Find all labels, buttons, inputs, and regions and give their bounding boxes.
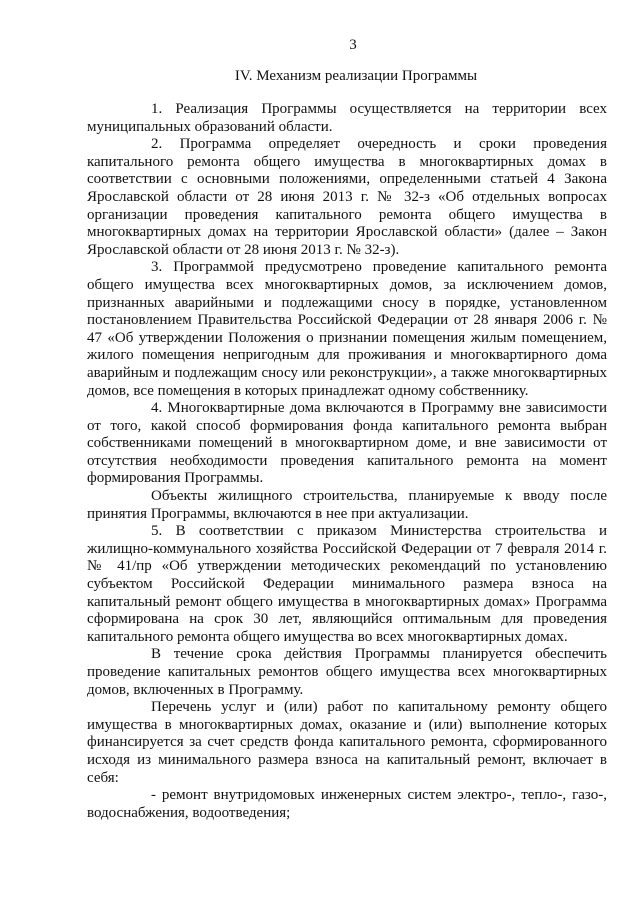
paragraph-2: 2. Программа определяет очередность и сроки проведения капитального ремонта общего имущества в многоквартирных домах в соответствии с основными положениями, определенными статьей 4 Закона Ярославской области от 28 июня 2013 г. № 32-з «Об отдельных вопросах организации проведения капитального ремонта общего имущества в многоквартирных домах на территории Ярославской области» (далее – Закон Ярославской области от 28 июня 2013 г. № 32-з).	[87, 136, 607, 258]
page-number: 3	[349, 37, 357, 53]
paragraph-4: 4. Многоквартирные дома включаются в Программу вне зависимости от того, какой способ формирования фонда капитального ремонта выбран собственниками помещений в многоквартирном доме, и вне зависимости от отсутствия необходимости проведения капитального ремонта на момент формирования Программы.	[87, 400, 607, 487]
section-title: IV. Механизм реализации Программы	[234, 68, 478, 84]
paragraph-5: Объекты жилищного строительства, планируемые к вводу после принятия Программы, включаются в нее при актуализации.	[87, 488, 607, 522]
paragraph-8: Перечень услуг и (или) работ по капитальному ремонту общего имущества в многоквартирных домах, оказание и (или) выполнение которых финансируется за счет средств фонда капитального ремонта, сформированного исходя из минимального размера взноса на капитальный ремонт, включает в себя:	[87, 699, 607, 786]
paragraph-6: 5. В соответствии с приказом Министерства строительства и жилищно-коммунального хозяйства Российской Федерации от 7 февраля 2014 г. № 41/пр «Об утверждении методических рекомендаций по установлению субъектом Российской Федерации минимального размера взноса на капитальный ремонт общего имущества в многоквартирных домах» Программа сформирована на срок 30 лет, являющийся оптимальным для проведения капитального ремонта общего имущества во всех многоквартирных домах.	[87, 523, 607, 645]
paragraph-1: 1. Реализация Программы осуществляется на территории всех муниципальных образований области.	[87, 101, 607, 135]
paragraph-3: 3. Программой предусмотрено проведение капитального ремонта общего имущества всех многоквартирных домов, за исключением домов, признанных аварийными и подлежащими сносу в порядке, установленном постановлением Правительства Российской Федерации от 28 января 2006 г. № 47 «Об утверждении Положения о признании помещения жилым помещением, жилого помещения непригодным для проживания и многоквартирного дома аварийным и подлежащим сносу или реконструкции», а также многоквартирных домов, все помещения в которых принадлежат одному собственнику.	[87, 259, 607, 399]
paragraph-9: - ремонт внутридомовых инженерных систем электро-, тепло-, газо-, водоснабжения, водоотведения;	[87, 787, 607, 821]
paragraph-7: В течение срока действия Программы планируется обеспечить проведение капитальных ремонтов общего имущества всех многоквартирных домов, включенных в Программу.	[87, 646, 607, 698]
